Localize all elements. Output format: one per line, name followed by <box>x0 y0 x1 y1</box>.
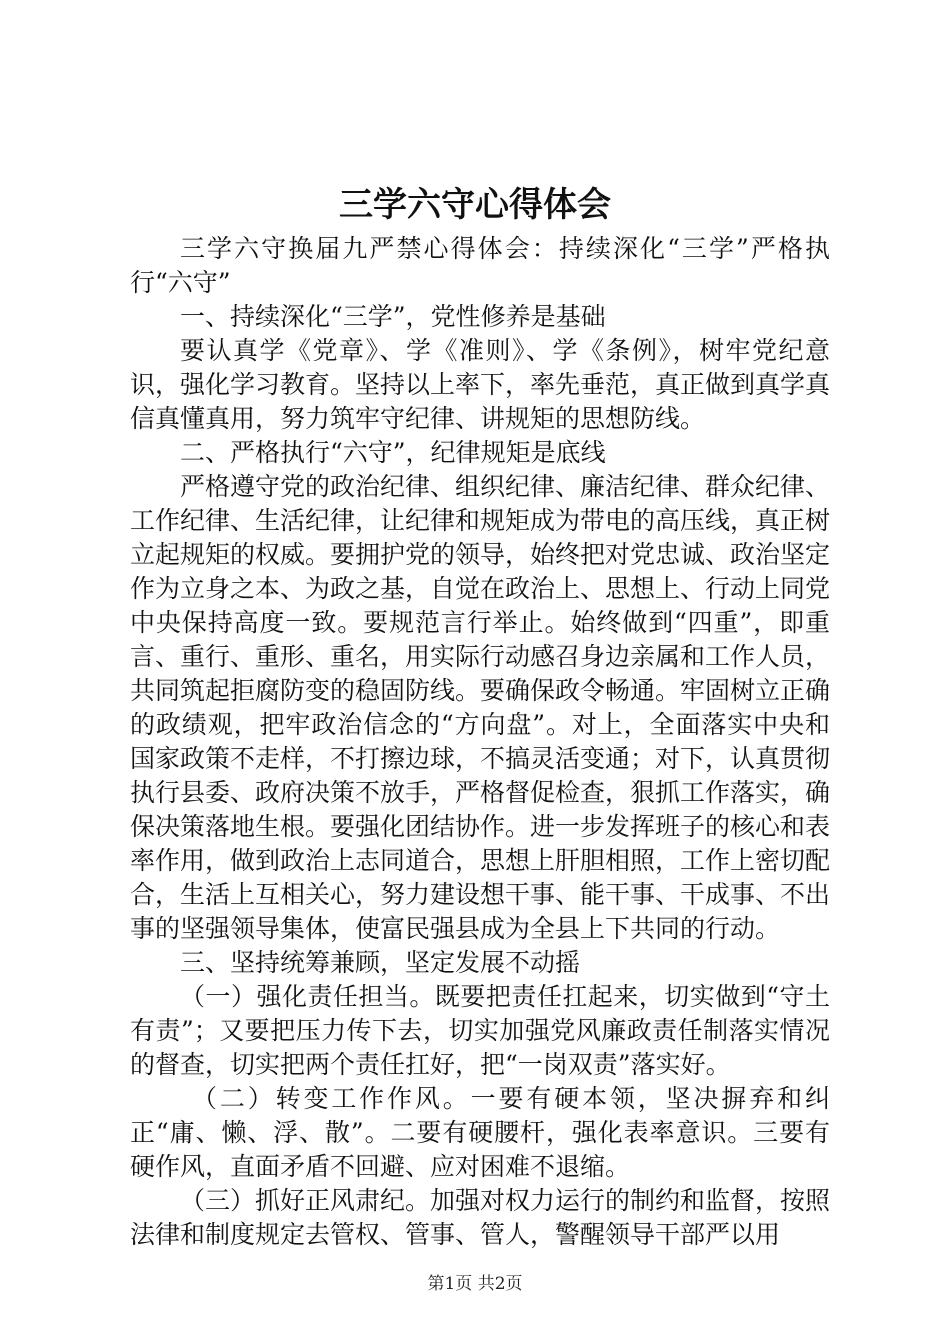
sub-item-paragraph: （二）转变工作作风。一要有硬本领，坚决摒弃和纠正“庸、懒、浮、散”。二要有硬腰杆，强化表率意识。三要有硬作风，直面矛盾不回避、应对困难不退缩。 <box>130 1084 830 1181</box>
body-paragraph: 严格遵守党的政治纪律、组织纪律、廉洁纪律、群众纪律、工作纪律、生活纪律，让纪律和规矩成为带电的高压线，真正树立起规矩的权威。要拥护党的领导，始终把对党忠诚、政治坚定作为立身之本、为政之基，自觉在政治上、思想上、行动上同党中央保持高度一致。要规范言行举止。始终做到“四重”，即重言、重行、重形、重名，用实际行动感召身边亲属和工作人员，共同筑起拒腐防变的稳固防线。要确保政令畅通。牢固树立正确的政绩观，把牢政治信念的“方向盘”。对上，全面落实中央和国家政策不走样，不打擦边球，不搞灵活变通；对下，认真贯彻执行县委、政府决策不放手，严格督促检查，狠抓工作落实，确保决策落地生根。要强化团结协作。进一步发挥班子的核心和表率作用，做到政治上志同道合，思想上肝胆相照，工作上密切配合，生活上互相关心，努力建设想干事、能干事、干成事、不出事的坚强领导集体，使富民强县成为全县上下共同的行动。 <box>130 472 831 943</box>
section-heading-2: 二、严格执行“六守”，纪律规矩是底线 <box>180 438 606 467</box>
page-footer: 第1页 共2页 <box>427 1274 523 1294</box>
subtitle-paragraph: 三学六守换届九严禁心得体会：持续深化“三学”严格执行“六守” <box>130 234 830 297</box>
sub-item-paragraph: （一）强化责任担当。既要把责任扛起来，切实做到“守土有责”；又要把压力传下去，切实加强党风廉政责任制落实情况的督查，切实把两个责任扛好，把“一岗双责”落实好。 <box>130 982 830 1079</box>
body-paragraph: 要认真学《党章》、学《准则》、学《条例》，树牢党纪意识，强化学习教育。坚持以上率下，率先垂范，真正做到真学真信真懂真用，努力筑牢守纪律、讲规矩的思想防线。 <box>130 336 831 433</box>
section-heading-1: 一、持续深化“三学”，党性修养是基础 <box>180 302 606 331</box>
section-heading-3: 三、坚持统筹兼顾，坚定发展不动摇 <box>180 948 581 977</box>
sub-item-paragraph: （三）抓好正风肃纪。加强对权力运行的制约和监督，按照法律和制度规定去管权、管事、管人，警醒领导干部严以用 <box>130 1186 831 1249</box>
document-title: 三学六守心得体会 <box>339 185 611 225</box>
document-body <box>130 232 830 1252</box>
